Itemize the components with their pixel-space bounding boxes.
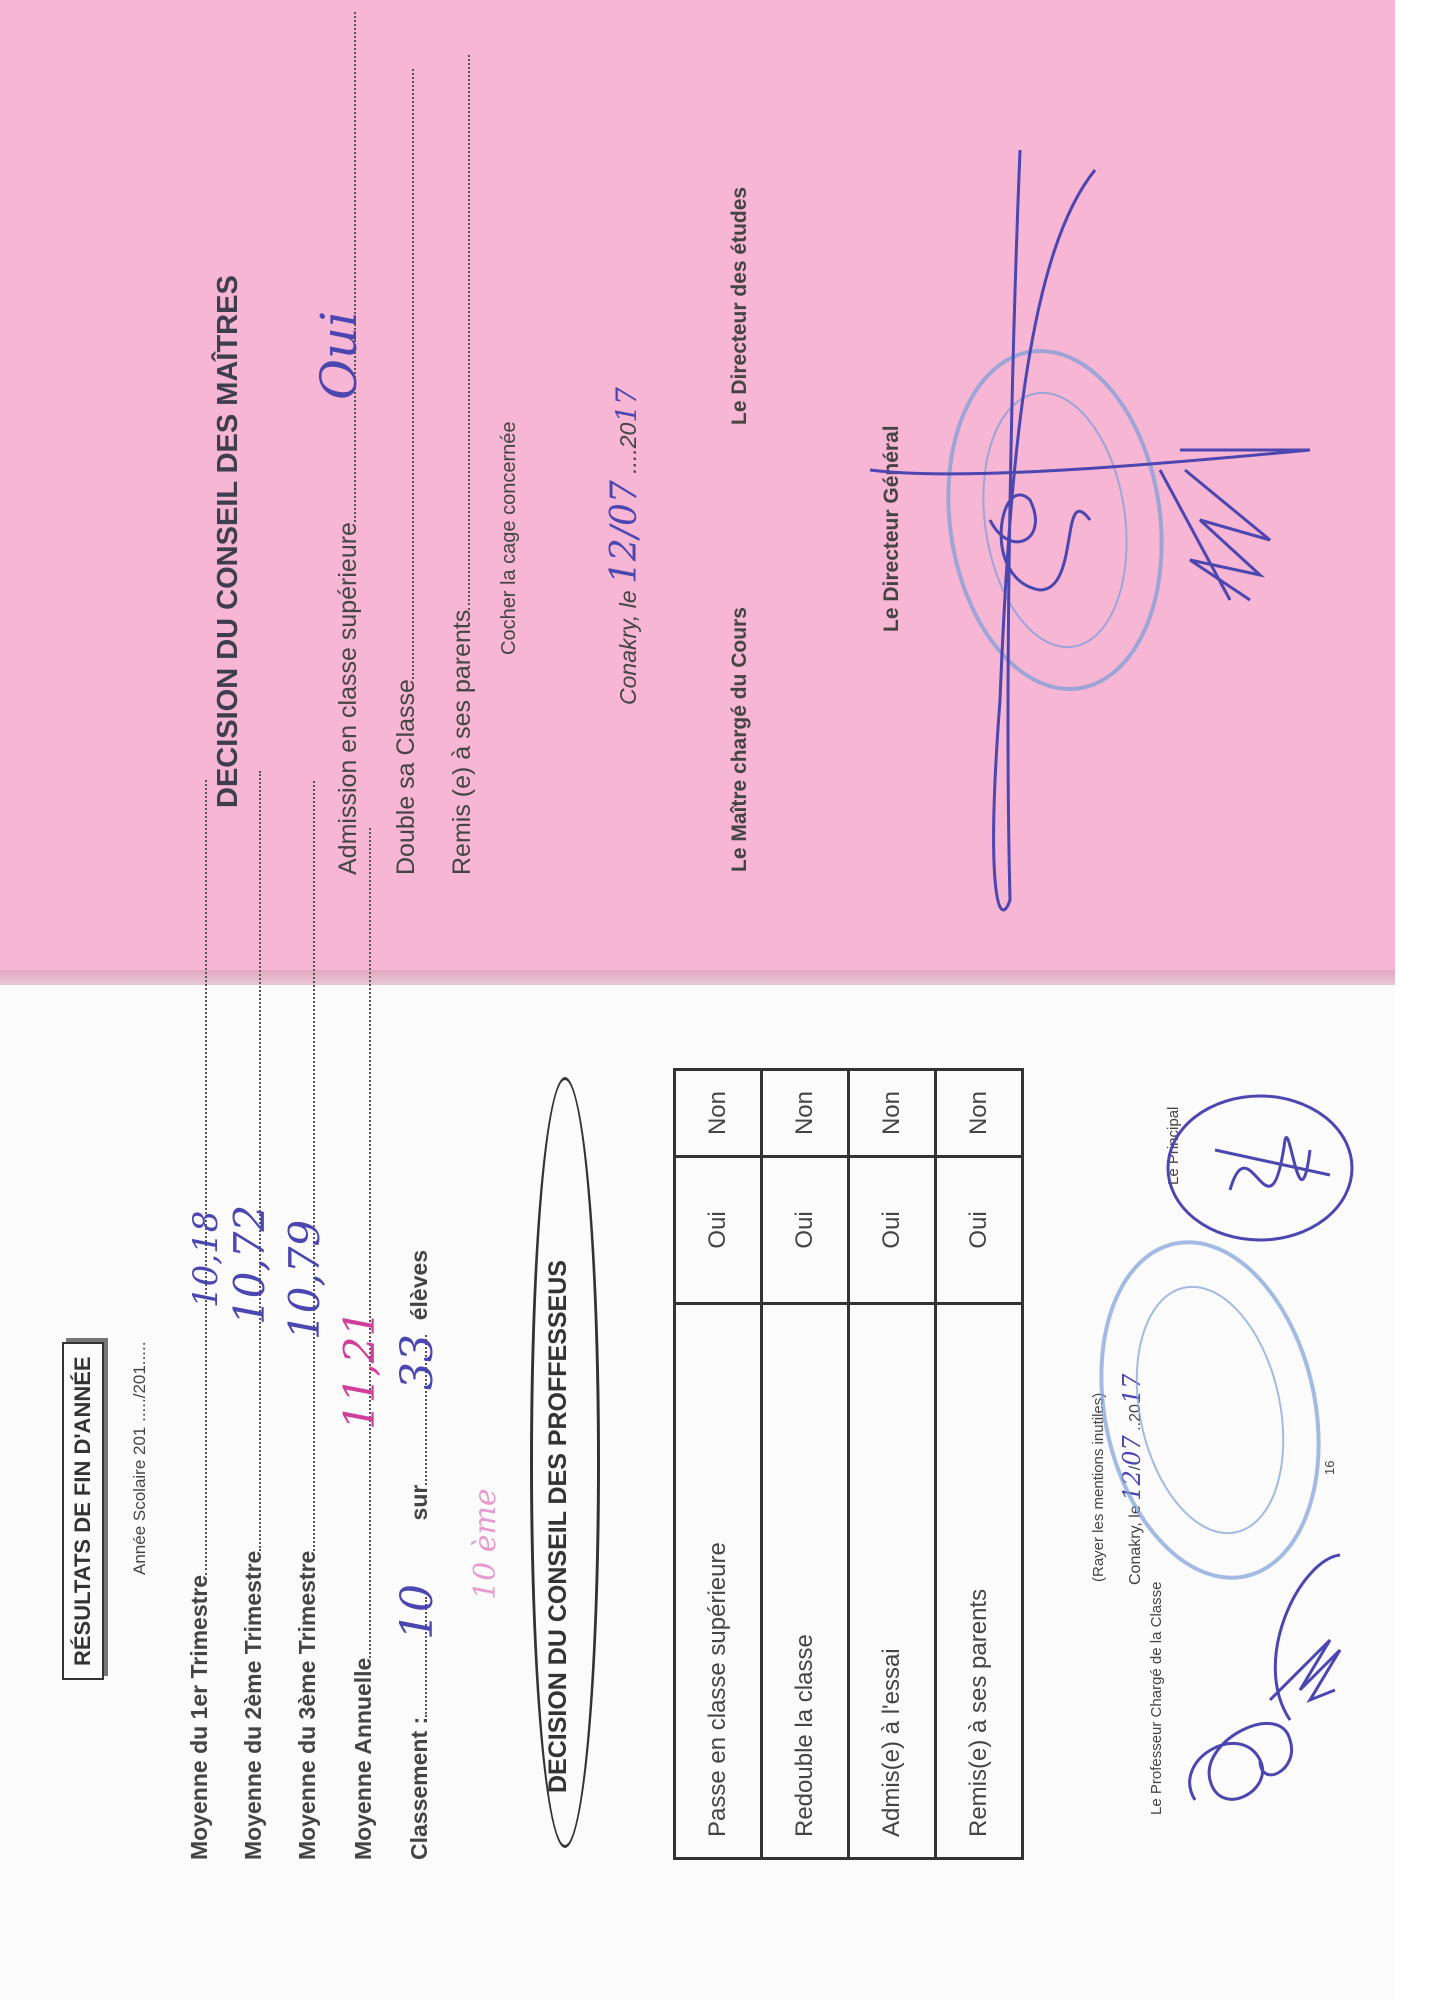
left-date-month: 07 xyxy=(604,480,645,527)
row-4-value: 11,21 xyxy=(335,1309,384,1430)
results-title-box xyxy=(62,1342,104,1680)
decision-row-label: Redouble la classe xyxy=(762,1303,849,1858)
scan-margin xyxy=(1395,0,1452,2000)
sig-maitre: Le Maître chargé du Cours xyxy=(728,607,751,872)
left-date-day: 12 xyxy=(604,538,645,584)
annee-scolaire: Année Scolaire 201 ...../201..... xyxy=(130,1341,149,1575)
row-3-label: Moyenne du 3ème Trimestre xyxy=(294,1550,320,1860)
right-date-month: 07 xyxy=(1118,1435,1146,1466)
page-number: 16 xyxy=(1322,1460,1337,1475)
admission-value: Oui xyxy=(310,310,368,400)
right-date-day: 12 xyxy=(1118,1470,1146,1501)
row-1-dots xyxy=(205,780,207,1575)
sig-directeur-etudes: Le Directeur des études xyxy=(728,186,751,425)
left-page-title: DECISION DU CONSEIL DES MAÎTRES xyxy=(212,275,244,808)
double-dotted-line xyxy=(412,69,414,679)
decision-row-label: Admis(e) à l'essai xyxy=(849,1303,936,1858)
row-2-dots xyxy=(259,771,261,1551)
oui-option[interactable]: Oui xyxy=(936,1157,1023,1304)
non-option[interactable]: Non xyxy=(762,1070,849,1157)
decision-title: DECISION DU CONSEIL DES PROFFESSEUS xyxy=(544,1260,572,1793)
right-year-prefix: 20 xyxy=(1127,1404,1144,1422)
non-option[interactable]: Non xyxy=(849,1070,936,1157)
left-place: Conakry, le xyxy=(615,590,641,705)
decision-row-label: Remis(e) à ses parents xyxy=(936,1303,1023,1858)
sig-directeur-general: Le Directeur Général xyxy=(880,425,903,632)
row-3-dots xyxy=(313,781,315,1551)
remis-label: Remis (e) à ses parents xyxy=(448,609,476,875)
double-label: Double sa Classe xyxy=(392,679,420,875)
rayer-text: (Rayer les mentions inutiles) xyxy=(1090,1392,1107,1582)
non-option[interactable]: Non xyxy=(936,1070,1023,1157)
decision-row xyxy=(849,1070,936,1859)
row-4-label: Moyenne Annuelle xyxy=(350,1657,376,1860)
right-year-suffix: 17 xyxy=(1118,1373,1146,1405)
decision-row xyxy=(675,1070,762,1859)
sur-label: sur xyxy=(406,1484,432,1521)
sur-value: 33 xyxy=(392,1334,443,1390)
oui-option[interactable]: Oui xyxy=(849,1157,936,1304)
admission-dotted-line xyxy=(354,12,356,522)
classement-value: 10 xyxy=(392,1584,443,1640)
row-4-dots xyxy=(369,828,371,1658)
decision-row xyxy=(762,1070,849,1859)
decision-row-label: Passe en classe supérieure xyxy=(675,1303,762,1858)
row-3-value: 10,79 xyxy=(280,1219,329,1340)
results-title: RÉSULTATS DE FIN D'ANNÉE xyxy=(70,1356,95,1666)
sig-professeur: Le Professeur Chargé de la Classe xyxy=(1148,1581,1165,1815)
row-2-label: Moyenne du 2ème Trimestre xyxy=(240,1550,266,1860)
eleves-label: élèves xyxy=(406,1249,432,1321)
sig-principal: Le Principal xyxy=(1165,1106,1182,1185)
oui-option[interactable]: Oui xyxy=(675,1157,762,1304)
row-1-value: 10,18 xyxy=(186,1210,226,1308)
row-2-value: 10,72 xyxy=(225,1204,274,1325)
margin-note: 10 ème xyxy=(468,1488,503,1600)
classement-label: Classement : xyxy=(406,1716,432,1860)
cocher-text: Cocher la cage concernée xyxy=(498,421,520,655)
non-option[interactable]: Non xyxy=(675,1070,762,1157)
left-year-suffix: 17 xyxy=(610,387,643,423)
decision-table xyxy=(673,1068,1024,1860)
oui-option[interactable]: Oui xyxy=(762,1157,849,1304)
row-1-label: Moyenne du 1er Trimestre xyxy=(186,1574,212,1860)
admission-label: Admission en classe supérieure xyxy=(334,522,362,875)
decision-row xyxy=(936,1070,1023,1859)
right-place: Conakry, le xyxy=(1127,1505,1144,1585)
left-year-prefix: 20 xyxy=(615,422,641,449)
remis-dotted-line xyxy=(468,55,470,610)
